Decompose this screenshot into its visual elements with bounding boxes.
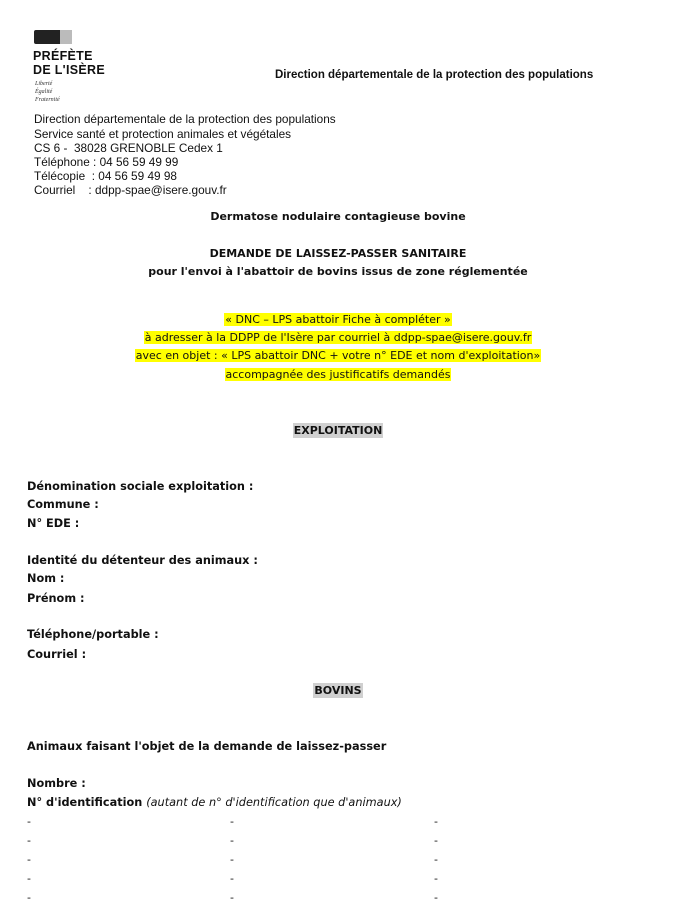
field-nombre: Nombre : — [27, 777, 86, 790]
address-line: Service santé et protection animales et végétales — [34, 127, 292, 141]
disease-title: Dermatose nodulaire contagieuse bovine — [210, 210, 466, 223]
field-commune: Commune : — [27, 498, 99, 511]
request-purpose: pour l'envoi à l'abattoir de bovins issus de zone réglementée — [148, 265, 528, 278]
field-detenteur: Identité du détenteur des animaux : — [27, 554, 258, 567]
marianne-flag-icon — [34, 30, 72, 44]
field-identification — [27, 796, 402, 810]
prefecture-name-line1: PRÉFÈTE — [33, 49, 93, 63]
identification-dash: - — [27, 815, 31, 828]
field-denomination: Dénomination sociale exploitation : — [27, 480, 254, 493]
identification-dash: - — [27, 872, 31, 885]
field-telephone: Téléphone/portable : — [27, 628, 159, 641]
ddpp-header-title: Direction départementale de la protection des populations — [275, 69, 594, 81]
instruction-line: accompagnée des justificatifs demandés — [225, 368, 451, 381]
field-animaux: Animaux faisant l'objet de la demande de laissez-passer — [27, 740, 387, 753]
address-line: CS 6 - 38028 GRENOBLE Cedex 1 — [34, 141, 223, 155]
field-prenom: Prénom : — [27, 592, 85, 605]
identification-note: (autant de n° d'identification que d'animaux) — [146, 796, 402, 809]
identification-dash: - — [434, 834, 438, 847]
identification-dash: - — [230, 815, 234, 828]
section-heading-bovins: BOVINS — [314, 684, 362, 697]
identification-dash: - — [434, 872, 438, 885]
section-heading-exploitation: EXPLOITATION — [293, 424, 383, 437]
identification-dash: - — [230, 891, 234, 904]
instruction-line: « DNC – LPS abattoir Fiche à compléter » — [225, 313, 451, 326]
address-phone: Téléphone : 04 56 59 49 99 — [34, 155, 179, 169]
field-courriel: Courriel : — [27, 648, 87, 661]
field-ede: N° EDE : — [27, 517, 80, 530]
address-line: Direction départementale de la protection des populations — [34, 112, 336, 126]
identification-dash: - — [434, 853, 438, 866]
identification-dash: - — [230, 853, 234, 866]
identification-dash: - — [230, 834, 234, 847]
devise-liberte: Liberté — [35, 81, 53, 87]
instruction-line: à adresser à la DDPP de l'Isère par courriel à ddpp-spae@isere.gouv.fr — [144, 331, 532, 344]
address-email: Courriel : ddpp-spae@isere.gouv.fr — [34, 183, 227, 197]
address-fax: Télécopie : 04 56 59 49 98 — [34, 169, 177, 183]
identification-label: N° d'identification — [27, 796, 147, 809]
devise-egalite: Égalité — [35, 89, 53, 95]
identification-dash: - — [27, 834, 31, 847]
identification-dash: - — [27, 891, 31, 904]
identification-dash: - — [434, 891, 438, 904]
instruction-line: avec en objet : « LPS abattoir DNC + votre n° EDE et nom d'exploitation» — [135, 349, 541, 362]
field-nom: Nom : — [27, 572, 65, 585]
request-title: DEMANDE DE LAISSEZ-PASSER SANITAIRE — [209, 247, 467, 260]
identification-dash: - — [434, 815, 438, 828]
devise-fraternite: Fraternité — [35, 97, 60, 103]
identification-dash: - — [230, 872, 234, 885]
identification-dash: - — [27, 853, 31, 866]
prefecture-name-line2: DE L'ISÈRE — [33, 63, 105, 77]
